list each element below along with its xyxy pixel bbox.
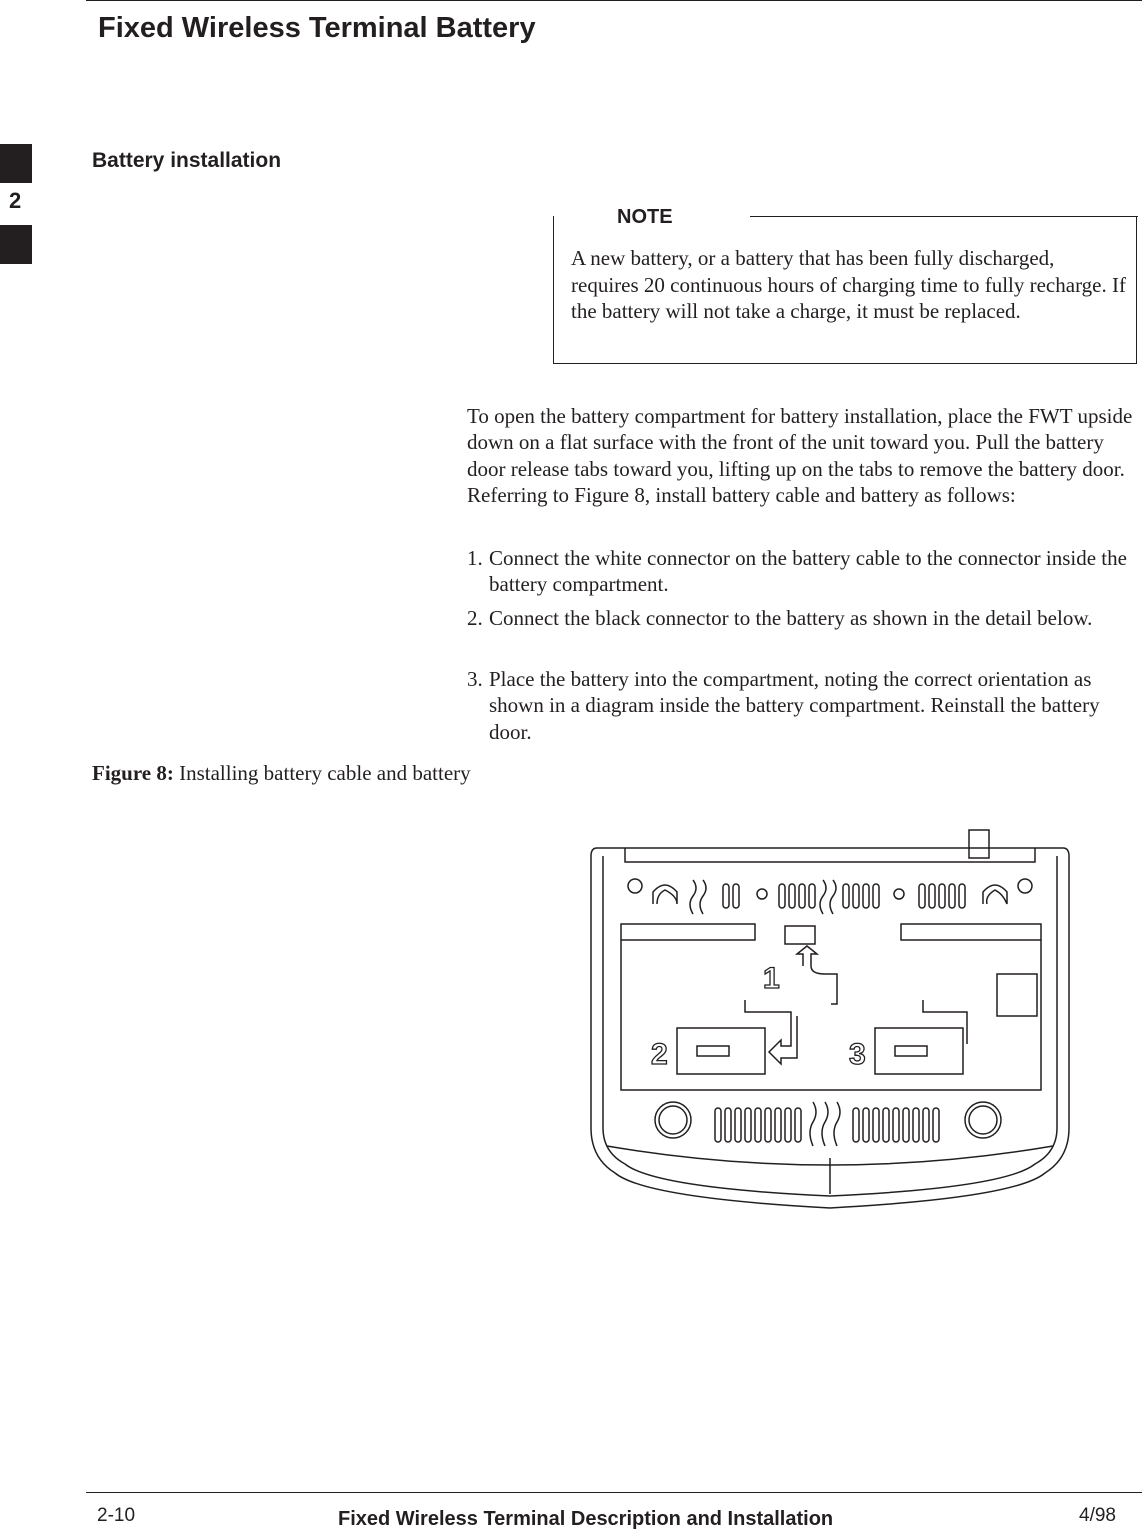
figure-caption-text: Installing battery cable and battery	[179, 761, 471, 785]
battery-compartment-illustration	[585, 828, 1075, 1218]
note-text: A new battery, or a battery that has been fully discharged, requires 20 continuous hours of charging time to fully recharge. If the battery will not take a charge, it must be replaced.	[571, 246, 1126, 323]
instruction-step	[467, 545, 1137, 598]
step-text: Connect the black connector to the battery as shown in the detail below.	[489, 606, 1093, 630]
chapter-tab-number: 2	[9, 188, 22, 213]
figure-caption	[92, 761, 471, 786]
body-paragraph: To open the battery compartment for battery installation, place the FWT upside down on a flat surface with the front of the unit toward you. Pull the battery door release tabs toward you, lifting up on the tabs to remove the battery door. Referring to Figure 8, install battery cable and battery as follows:	[467, 404, 1133, 508]
instruction-step	[467, 666, 1137, 745]
cable-path-1	[797, 946, 837, 1004]
page-number: 2-10	[97, 1505, 136, 1526]
step-number: 3.	[467, 667, 483, 691]
bottom-break-lines-icon	[810, 1102, 840, 1146]
foot-left-inner-icon	[659, 1106, 687, 1134]
running-title: Fixed Wireless Terminal Battery	[98, 12, 536, 44]
screw-left-icon	[628, 879, 642, 893]
footer-rule	[86, 1492, 1142, 1493]
compartment-well	[621, 940, 1041, 1090]
callout-1: 1	[763, 962, 780, 995]
battery-3-terminal-icon	[895, 1046, 927, 1056]
battery-2-outline	[677, 1028, 765, 1074]
hook-left-icon	[653, 885, 677, 904]
chapter-tab-top	[0, 144, 32, 183]
foot-left-icon	[655, 1102, 691, 1138]
top-vent-slots-icon	[723, 884, 965, 908]
foot-right-icon	[965, 1102, 1001, 1138]
screw-right-icon	[1018, 879, 1032, 893]
boss-right-icon	[894, 889, 904, 899]
note-top-rule	[750, 216, 1138, 217]
step-number: 1.	[467, 546, 483, 570]
bottom-vent-slots-icon	[715, 1108, 939, 1142]
cable-path-3	[923, 1000, 967, 1044]
hook-right-icon	[983, 885, 1007, 904]
chapter-tab-bottom	[0, 225, 32, 264]
callout-3: 3	[849, 1038, 866, 1071]
note-label: NOTE	[617, 206, 673, 228]
battery-3-outline	[875, 1028, 963, 1074]
antenna-tab	[969, 830, 989, 858]
compartment-outline	[621, 924, 1041, 940]
battery-2-terminal-icon	[697, 1046, 729, 1056]
rear-lip	[625, 848, 1035, 862]
step-text: Place the battery into the compartment, noting the correct orientation as shown in a diagram inside the battery compartment. Reinstall the battery door.	[489, 667, 1100, 744]
footer-title: Fixed Wireless Terminal Description and Installation	[338, 1508, 834, 1530]
boss-left-icon	[757, 889, 767, 899]
step-text: Connect the white connector on the battery cable to the connector inside the battery compartment.	[489, 546, 1127, 597]
label-plate	[997, 974, 1037, 1016]
instruction-step	[467, 605, 1137, 631]
footer-date: 4/98	[1079, 1505, 1116, 1526]
figure-caption-label: Figure 8:	[92, 761, 174, 785]
callout-2: 2	[651, 1038, 668, 1071]
cable-path-2	[745, 1000, 797, 1064]
connector-socket	[785, 926, 815, 944]
header-rule	[86, 0, 1142, 1]
foot-right-inner-icon	[969, 1106, 997, 1134]
step-number: 2.	[467, 606, 483, 630]
section-heading: Battery installation	[92, 149, 282, 172]
